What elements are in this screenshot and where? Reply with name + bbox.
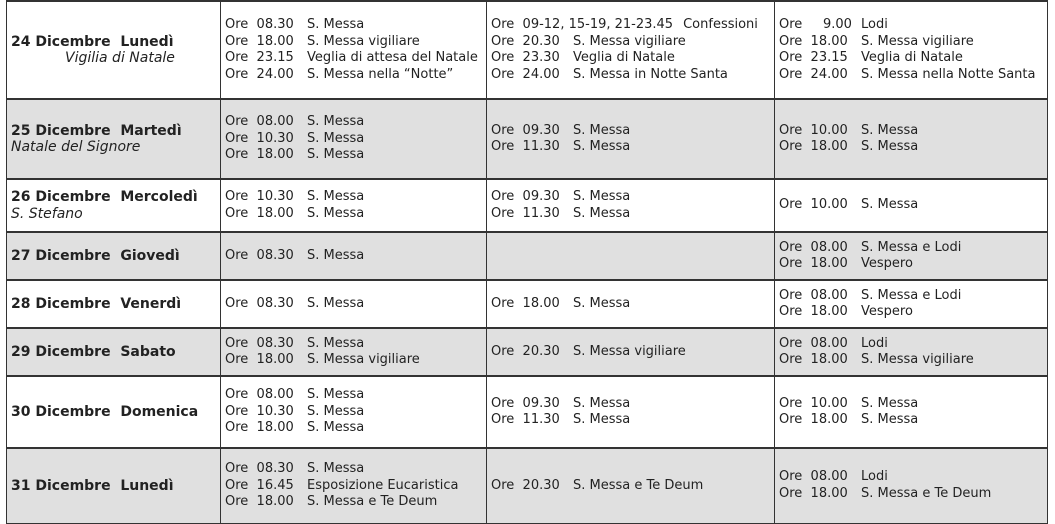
- time-label: Ore 18.00: [779, 256, 848, 271]
- time-label: Ore 10.00: [779, 122, 848, 138]
- schedule-line: [491, 34, 774, 51]
- time-label: Ore 24.00: [491, 66, 560, 82]
- schedule-line: [491, 50, 774, 67]
- event-label: S. Messa: [307, 189, 365, 204]
- schedule-line: [225, 114, 486, 131]
- schedule-line: [225, 420, 486, 437]
- event-label: S. Messa e Lodi: [861, 239, 962, 255]
- schedule-line: [225, 478, 486, 495]
- day-cell: [7, 328, 221, 376]
- event-label: S. Messa: [573, 412, 631, 427]
- time-label: Ore 18.00: [779, 33, 848, 49]
- schedule-cell-3: [775, 99, 1048, 179]
- schedule-line: [491, 206, 774, 223]
- time-label: Ore 09-12, 15-19, 21-23.45: [491, 17, 674, 32]
- schedule-line: [491, 67, 774, 84]
- time-label: Ore 24.00: [225, 66, 294, 82]
- time-label: Ore 24.00: [779, 66, 848, 82]
- schedule-cell-1: [221, 99, 487, 179]
- schedule-line: [491, 412, 774, 429]
- schedule-line: [491, 17, 774, 34]
- day-cell: [7, 376, 221, 448]
- day-feast: Natale del Signore: [11, 139, 141, 155]
- schedule-cell-2: [487, 1, 775, 99]
- schedule-line: [779, 336, 1047, 353]
- schedule-cell-1: [221, 328, 487, 376]
- event-label: S. Messa: [861, 122, 919, 138]
- event-label: S. Messa: [861, 395, 919, 411]
- day-cell: [7, 1, 221, 99]
- schedule-line: [779, 288, 1047, 305]
- time-label: Ore 08.30: [225, 17, 294, 32]
- schedule-row: [7, 179, 1048, 232]
- event-label: S. Messa vigiliare: [307, 352, 420, 367]
- schedule-row: [7, 376, 1048, 448]
- event-label: S. Messa: [573, 139, 631, 154]
- event-label: S. Messa: [307, 247, 365, 263]
- day-date: 26 Dicembre Mercoledì: [11, 189, 198, 205]
- schedule-cell-3: [775, 1, 1048, 99]
- event-label: S. Messa vigiliare: [307, 33, 420, 49]
- event-label: S. Messa: [307, 147, 365, 163]
- event-label: S. Messa in Notte Santa: [573, 66, 728, 82]
- event-label: Lodi: [861, 335, 888, 351]
- event-label: S. Messa e Lodi: [861, 287, 962, 303]
- schedule-table: [6, 0, 1048, 524]
- event-label: S. Messa: [573, 205, 631, 221]
- schedule-row: [7, 448, 1048, 523]
- schedule-cell-3: [775, 232, 1048, 280]
- schedule-line: [225, 494, 486, 511]
- schedule-line: [225, 131, 486, 148]
- event-label: S. Messa: [861, 197, 919, 213]
- event-label: S. Messa e Te Deum: [573, 477, 704, 493]
- schedule-row: [7, 1, 1048, 99]
- event-label: Lodi: [861, 469, 888, 485]
- time-label: Ore 18.00: [225, 494, 294, 509]
- event-label: S. Messa: [307, 130, 365, 146]
- event-label: S. Messa: [307, 387, 365, 403]
- time-label: Ore 9.00: [779, 17, 852, 32]
- time-label: Ore 16.45: [225, 477, 294, 493]
- time-label: Ore 10.30: [225, 403, 294, 419]
- schedule-line: [779, 197, 1047, 214]
- schedule-cell-1: [221, 376, 487, 448]
- event-label: S. Messa: [573, 395, 631, 411]
- event-label: S. Messa: [307, 114, 365, 130]
- time-label: Ore 11.30: [491, 412, 560, 427]
- schedule-line: [225, 461, 486, 478]
- schedule-cell-3: [775, 179, 1048, 232]
- schedule-cell-2: [487, 448, 775, 523]
- schedule-line: [491, 123, 774, 140]
- event-label: S. Messa: [307, 335, 365, 351]
- event-label: S. Messa vigiliare: [573, 33, 686, 49]
- event-label: S. Messa: [307, 17, 365, 32]
- time-label: Ore 11.30: [491, 205, 560, 221]
- time-label: Ore 18.00: [779, 304, 848, 319]
- schedule-cell-1: [221, 280, 487, 328]
- event-label: S. Messa: [573, 295, 631, 311]
- schedule-cell-3: [775, 328, 1048, 376]
- event-label: S. Messa e Te Deum: [861, 485, 992, 501]
- event-label: Veglia di Natale: [573, 50, 675, 65]
- time-label: Ore 18.00: [779, 412, 848, 427]
- time-label: Ore 10.00: [779, 395, 848, 411]
- time-label: Ore 23.15: [779, 50, 848, 65]
- schedule-cell-1: [221, 179, 487, 232]
- day-date: 25 Dicembre Martedì: [11, 122, 182, 139]
- schedule-line: [225, 387, 486, 404]
- time-label: Ore 09.30: [491, 189, 560, 204]
- time-label: Ore 10.30: [225, 189, 294, 204]
- schedule-cell-2: [487, 232, 775, 280]
- schedule-line: [779, 352, 1047, 369]
- day-date: 27 Dicembre Giovedì: [11, 247, 180, 264]
- event-label: S. Messa: [307, 295, 365, 311]
- day-feast: S. Stefano: [11, 205, 83, 222]
- schedule-line: [779, 139, 1047, 156]
- schedule-body: [7, 1, 1048, 523]
- day-cell: [7, 179, 221, 232]
- schedule-cell-2: [487, 328, 775, 376]
- event-label: S. Messa: [307, 205, 365, 221]
- schedule-line: [491, 478, 774, 495]
- day-date: 24 Dicembre Lunedì: [11, 33, 174, 50]
- schedule-cell-2: [487, 99, 775, 179]
- schedule-line: [225, 248, 486, 265]
- schedule-cell-2: [487, 179, 775, 232]
- time-label: Ore 18.00: [779, 485, 848, 501]
- time-label: Ore 18.00: [225, 352, 294, 367]
- schedule-line: [779, 486, 1047, 503]
- event-label: S. Messa vigiliare: [861, 33, 974, 49]
- time-label: Ore 20.30: [491, 33, 560, 49]
- time-label: Ore 08.00: [779, 335, 848, 351]
- event-label: S. Messa: [307, 420, 365, 436]
- time-label: Ore 18.00: [225, 147, 294, 163]
- schedule-line: [779, 17, 1047, 34]
- schedule-cell-1: [221, 232, 487, 280]
- event-label: Confessioni: [683, 17, 758, 32]
- event-label: Veglia di attesa del Natale: [307, 50, 478, 65]
- time-label: Ore 08.00: [779, 469, 848, 485]
- time-label: Ore 18.00: [779, 352, 848, 367]
- time-label: Ore 08.30: [225, 335, 294, 351]
- event-label: Vespero: [861, 304, 913, 319]
- event-label: S. Messa: [861, 139, 919, 154]
- schedule-line: [779, 412, 1047, 429]
- schedule-cell-1: [221, 1, 487, 99]
- schedule-cell-3: [775, 448, 1048, 523]
- event-label: Vespero: [861, 256, 913, 271]
- day-feast: Vigilia di Natale: [65, 50, 175, 66]
- day-cell: [7, 99, 221, 179]
- day-cell: [7, 232, 221, 280]
- schedule-line: [225, 34, 486, 51]
- event-label: S. Messa: [573, 122, 631, 138]
- time-label: Ore 18.00: [491, 295, 560, 311]
- schedule-row: [7, 280, 1048, 328]
- event-label: S. Messa: [861, 412, 919, 427]
- day-date: 30 Dicembre Domenica: [11, 403, 199, 420]
- time-label: Ore 18.00: [779, 139, 848, 154]
- event-label: Veglia di Natale: [861, 50, 963, 65]
- time-label: Ore 11.30: [491, 139, 560, 154]
- day-date: 28 Dicembre Venerdì: [11, 295, 182, 312]
- schedule-line: [779, 256, 1047, 273]
- schedule-line: [779, 396, 1047, 413]
- schedule-line: [491, 139, 774, 156]
- event-label: Lodi: [861, 17, 888, 32]
- event-label: S. Messa vigiliare: [573, 343, 686, 359]
- schedule-line: [779, 34, 1047, 51]
- time-label: Ore 23.15: [225, 50, 294, 65]
- schedule-line: [225, 17, 486, 34]
- schedule-cell-2: [487, 280, 775, 328]
- schedule-line: [779, 123, 1047, 140]
- schedule-cell-2: [487, 376, 775, 448]
- time-label: Ore 08.00: [779, 239, 848, 255]
- day-cell: [7, 280, 221, 328]
- day-cell: [7, 448, 221, 523]
- schedule-line: [225, 147, 486, 164]
- time-label: Ore 10.30: [225, 130, 294, 146]
- day-date: 29 Dicembre Sabato: [11, 343, 176, 360]
- time-label: Ore 10.00: [779, 197, 848, 213]
- event-label: Esposizione Eucaristica: [307, 477, 459, 493]
- time-label: Ore 08.30: [225, 247, 294, 263]
- schedule-row: [7, 99, 1048, 179]
- event-label: S. Messa: [307, 403, 365, 419]
- schedule-line: [225, 336, 486, 353]
- schedule-line: [225, 404, 486, 421]
- schedule-line: [779, 469, 1047, 486]
- schedule-row: [7, 328, 1048, 376]
- time-label: Ore 18.00: [225, 205, 294, 221]
- schedule-line: [225, 50, 486, 67]
- schedule-line: [225, 352, 486, 369]
- time-label: Ore 08.00: [225, 114, 294, 130]
- time-label: Ore 08.30: [225, 295, 294, 311]
- schedule-cell-3: [775, 376, 1048, 448]
- event-label: S. Messa: [307, 461, 365, 476]
- schedule-line: [225, 296, 486, 313]
- time-label: Ore 23.30: [491, 50, 560, 65]
- schedule-row: [7, 232, 1048, 280]
- time-label: Ore 20.30: [491, 343, 560, 359]
- schedule-line: [779, 240, 1047, 257]
- schedule-line: [779, 67, 1047, 84]
- time-label: Ore 18.00: [225, 33, 294, 49]
- time-label: Ore 09.30: [491, 395, 560, 411]
- schedule-line: [491, 189, 774, 206]
- schedule-line: [225, 67, 486, 84]
- time-label: Ore 20.30: [491, 477, 560, 493]
- event-label: S. Messa e Te Deum: [307, 494, 438, 509]
- schedule-line: [491, 344, 774, 361]
- day-date: 31 Dicembre Lunedì: [11, 477, 174, 494]
- event-label: S. Messa nella “Notte”: [307, 66, 454, 82]
- time-label: Ore 08.30: [225, 461, 294, 476]
- time-label: Ore 18.00: [225, 420, 294, 436]
- event-label: S. Messa: [573, 189, 631, 204]
- schedule-cell-1: [221, 448, 487, 523]
- schedule-line: [779, 50, 1047, 67]
- time-label: Ore 09.30: [491, 122, 560, 138]
- time-label: Ore 08.00: [779, 287, 848, 303]
- schedule-line: [491, 296, 774, 313]
- schedule-line: [225, 189, 486, 206]
- schedule-cell-3: [775, 280, 1048, 328]
- event-label: S. Messa nella Notte Santa: [861, 66, 1036, 82]
- event-label: S. Messa vigiliare: [861, 352, 974, 367]
- time-label: Ore 08.00: [225, 387, 294, 403]
- schedule-line: [491, 396, 774, 413]
- schedule-line: [779, 304, 1047, 321]
- schedule-line: [225, 206, 486, 223]
